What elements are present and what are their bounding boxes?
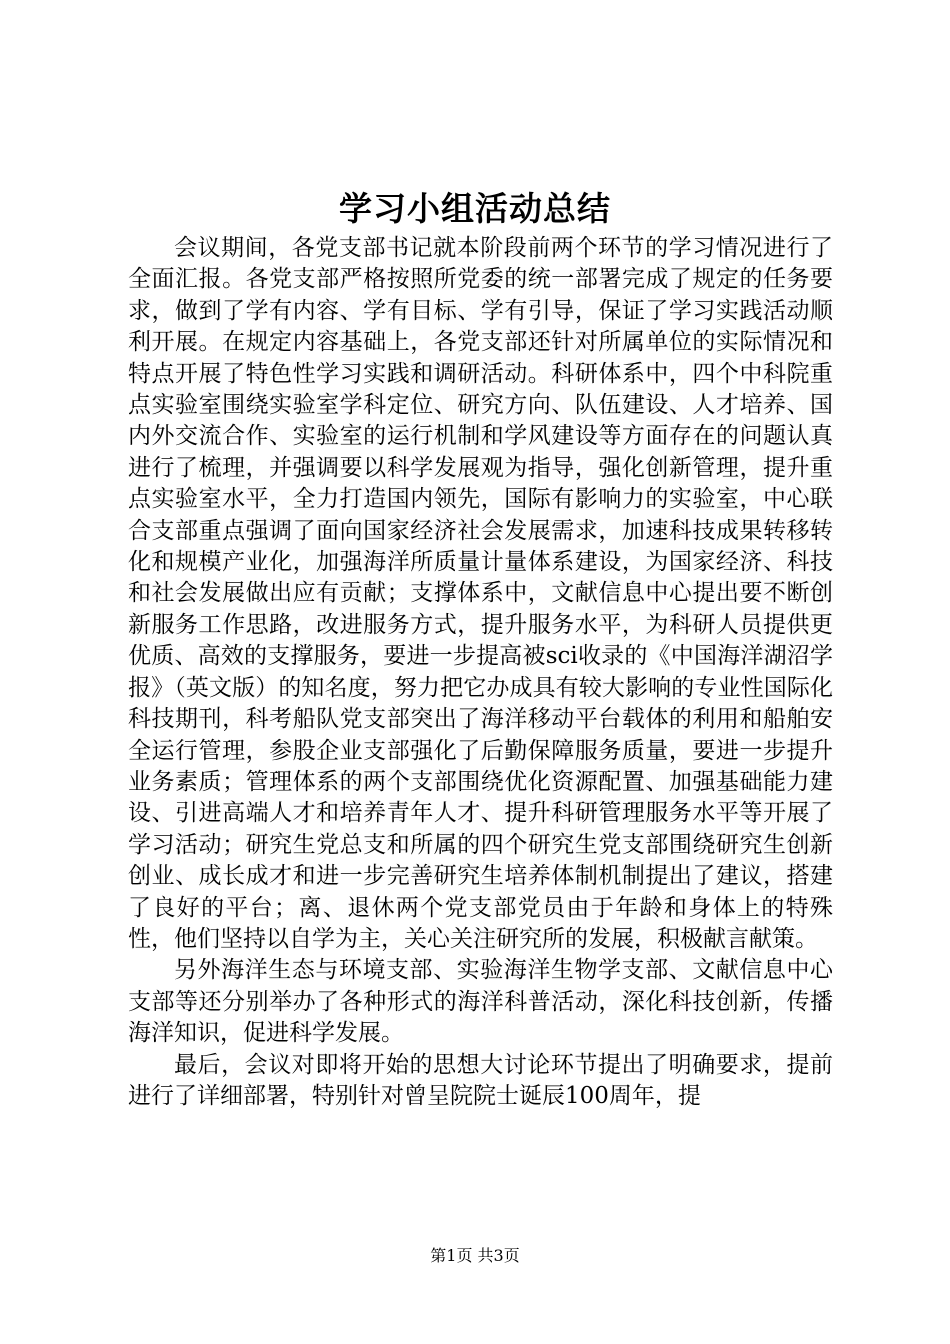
- document-body: [128, 233, 833, 1112]
- paragraph-2: 另外海洋生态与环境支部、实验海洋生物学支部、文献信息中心支部等还分别举办了各种形式的海洋科普活动，深化科技创新，传播海洋知识，促进科学发展。: [128, 957, 833, 1047]
- paragraph-3: 最后，会议对即将开始的思想大讨论环节提出了明确要求，提前进行了详细部署，特别针对曾呈院院士诞辰100周年，提: [128, 1051, 833, 1109]
- document-title: 学习小组活动总结: [339, 189, 611, 228]
- paragraph-1: 会议期间，各党支部书记就本阶段前两个环节的学习情况进行了全面汇报。各党支部严格按照所党委的统一部署完成了规定的任务要求，做到了学有内容、学有目标、学有引导，保证了学习实践活动顺利开展。在规定内容基础上，各党支部还针对所属单位的实际情况和特点开展了特色性学习实践和调研活动。科研体系中，四个中科院重点实验室围绕实验室学科定位、研究方向、队伍建设、人才培养、国内外交流合作、实验室的运行机制和学风建设等方面存在的问题认真进行了梳理，并强调要以科学发展观为指导，强化创新管理，提升重点实验室水平，全力打造国内领先，国际有影响力的实验室，中心联合支部重点强调了面向国家经济社会发展需求，加速科技成果转移转化和规模产业化，加强海洋所质量计量体系建设，为国家经济、科技和社会发展做出应有贡献；支撑体系中，文献信息中心提出要不断创新服务工作思路，改进服务方式，提升服务水平，为科研人员提供更优质、高效的支撑服务，要进一步提高被sci收录的《中国海洋湖沼学报》（英文版）的知名度，努力把它办成具有较大影响的专业性国际化科技期刊，科考船队党支部突出了海洋移动平台载体的利用和船舶安全运行管理，参股企业支部强化了后勤保障服务质量，要进一步提升业务素质；管理体系的两个支部围绕优化资源配置、加强基础能力建设、引进高端人才和培养青年人才、提升科研管理服务水平等开展了学习活动；研究生党总支和所属的四个研究生党支部围绕研究生创新创业、成长成才和进一步完善研究生培养体制机制提出了建议，搭建了良好的平台；离、退休两个党支部党员由于年龄和身体上的特殊性，他们坚持以自学为主，关心关注研究所的发展，积极献言献策。: [128, 235, 833, 952]
- page-footer: 第1页 共3页: [430, 1246, 520, 1265]
